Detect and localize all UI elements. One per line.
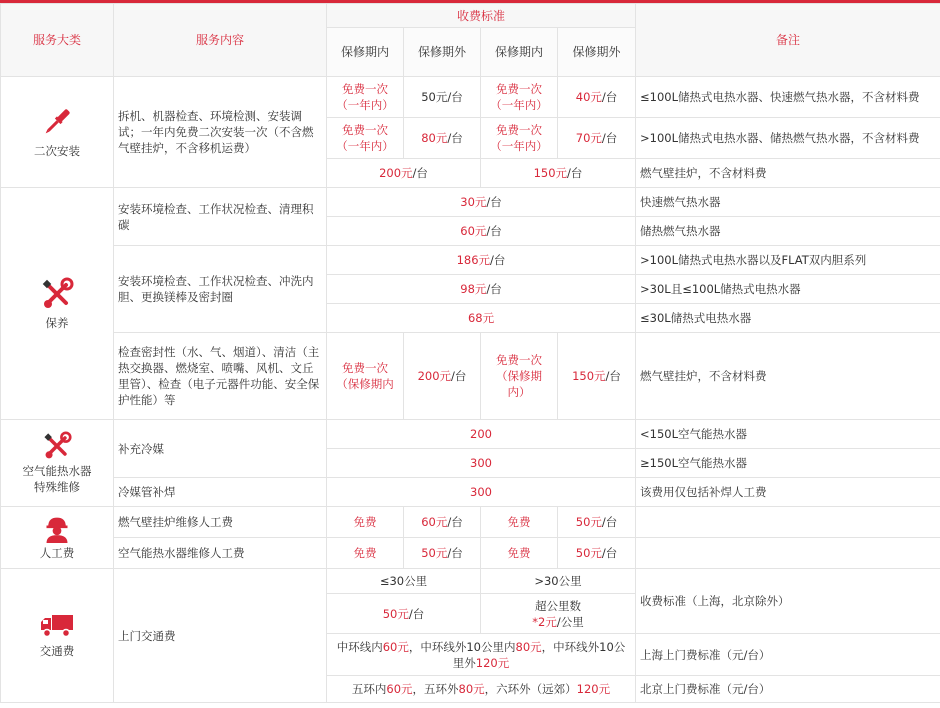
- fee-cell: 30元/台: [327, 188, 636, 217]
- header-content: 服务内容: [114, 4, 327, 77]
- category-label: 人工费: [39, 545, 75, 560]
- table-row: [1, 333, 940, 420]
- remark-cell: 该费用仅包括补焊人工费: [636, 478, 940, 507]
- remark-cell: 燃气壁挂炉，不含材料费: [636, 159, 940, 188]
- fee-cell: 200: [327, 420, 636, 449]
- service-content: 上门交通费: [114, 569, 327, 703]
- fee-cell: 超公里数 *2元/公里: [481, 594, 636, 634]
- service-content: 燃气壁挂炉维修人工费: [114, 507, 327, 538]
- worker-icon: [42, 515, 72, 543]
- table-row: [1, 569, 940, 594]
- distance-within: ≤30公里: [327, 569, 481, 594]
- fee-cell: 免费一次 （一年内）: [327, 77, 404, 118]
- table-row: [1, 246, 940, 275]
- fee-cell: 免费一次 （一年内）: [481, 118, 558, 159]
- fee-cell: 186元/台: [327, 246, 636, 275]
- fee-cell: 40元/台: [558, 77, 636, 118]
- remark-cell: ≤30L储热式电热水器: [636, 304, 940, 333]
- remark-cell: >100L储热式电热水器以及FLAT双内胆系列: [636, 246, 940, 275]
- remark-cell: >30L且≤100L储热式电热水器: [636, 275, 940, 304]
- remark-cell: ≥150L空气能热水器: [636, 449, 940, 478]
- remark-cell: [636, 507, 940, 538]
- service-content: 安装环境检查、工作状况检查、冲洗内胆、更换镁棒及密封圈: [114, 246, 327, 333]
- tools-icon: [42, 431, 72, 461]
- fee-cell: 50元/台: [404, 538, 481, 569]
- header-in-warranty: 保修期内: [481, 28, 558, 77]
- wrench-screwdriver-icon: [40, 277, 74, 311]
- service-content: 冷媒管补焊: [114, 478, 327, 507]
- service-content: 检查密封性（水、气、烟道）、清洁（主热交换器、燃烧室、喷嘴、风机、文丘里管）、检查（电子元器件功能、安全保护性能）等: [114, 333, 327, 420]
- fee-cell: 50元/台: [404, 77, 481, 118]
- fee-cell: 免费: [327, 507, 404, 538]
- fee-cell: 68元: [327, 304, 636, 333]
- category-label: 交通费: [39, 643, 75, 658]
- category-label: 二次安装: [34, 144, 80, 158]
- fee-cell: 免费一次 （保修期 内）: [481, 333, 558, 420]
- service-content: 补充冷媒: [114, 420, 327, 478]
- remark-cell: >100L储热式电热水器、储热燃气热水器，不含材料费: [636, 118, 940, 159]
- fee-cell: 80元/台: [404, 118, 481, 159]
- fee-cell: 300: [327, 478, 636, 507]
- fee-cell: 免费一次 （一年内）: [327, 118, 404, 159]
- category-label: 空气能热水器 特殊维修: [22, 464, 92, 494]
- category-install: [1, 77, 114, 188]
- fee-cell: 70元/台: [558, 118, 636, 159]
- fee-cell: 免费一次 （一年内）: [481, 77, 558, 118]
- category-labor: [1, 507, 114, 569]
- header-fee-standard: 收费标准: [327, 4, 636, 28]
- distance-beyond: >30公里: [481, 569, 636, 594]
- beijing-fee: 五环内60元，五环外80元，六环外（远郊）120元: [327, 676, 636, 703]
- remark-cell: 燃气壁挂炉，不含材料费: [636, 333, 940, 420]
- header-row: [1, 4, 940, 28]
- truck-icon: [40, 613, 74, 639]
- remark-cell: 收费标准（上海，北京除外）: [636, 569, 940, 634]
- remark-cell: 上海上门费标准（元/台）: [636, 634, 940, 676]
- fee-cell: 免费: [481, 507, 558, 538]
- remark-cell: 快速燃气热水器: [636, 188, 940, 217]
- fee-cell: 60元/台: [327, 217, 636, 246]
- screwdriver-icon: [40, 105, 74, 139]
- header-out-warranty: 保修期外: [404, 28, 481, 77]
- service-content: 拆机、机器检查、环境检测、安装调试；一年内免费二次安装一次（不含燃气壁挂炉，不含移机运费）: [114, 77, 327, 188]
- fee-cell: 150元/台: [481, 159, 636, 188]
- remark-cell: ≤100L储热式电热水器、快速燃气热水器，不含材料费: [636, 77, 940, 118]
- category-transport: [1, 569, 114, 703]
- table-row: [1, 188, 940, 217]
- remark-cell: 储热燃气热水器: [636, 217, 940, 246]
- category-heatpump: [1, 420, 114, 507]
- table-row: [1, 538, 940, 569]
- fee-cell: 免费: [327, 538, 404, 569]
- table-row: [1, 77, 940, 118]
- fee-cell: 150元/台: [558, 333, 636, 420]
- remark-cell: 北京上门费标准（元/台）: [636, 676, 940, 703]
- fee-cell: 98元/台: [327, 275, 636, 304]
- shanghai-fee: 中环线内60元，中环线外10公里内80元，中环线外10公里外120元: [327, 634, 636, 676]
- table-row: [1, 420, 940, 449]
- header-in-warranty: 保修期内: [327, 28, 404, 77]
- fee-cell: 50元/台: [327, 594, 481, 634]
- fee-cell: 50元/台: [558, 507, 636, 538]
- remark-cell: [636, 538, 940, 569]
- fee-cell: 免费: [481, 538, 558, 569]
- fee-cell: 200元/台: [404, 333, 481, 420]
- header-out-warranty: 保修期外: [558, 28, 636, 77]
- fee-cell: 60元/台: [404, 507, 481, 538]
- header-category: 服务大类: [1, 4, 114, 77]
- service-fee-table: [0, 3, 940, 703]
- remark-cell: <150L空气能热水器: [636, 420, 940, 449]
- fee-cell: 200元/台: [327, 159, 481, 188]
- table-row: [1, 507, 940, 538]
- fee-cell: 300: [327, 449, 636, 478]
- table-row: [1, 478, 940, 507]
- service-content: 空气能热水器维修人工费: [114, 538, 327, 569]
- service-content: 安装环境检查、工作状况检查、清理积碳: [114, 188, 327, 246]
- category-maintain: [1, 188, 114, 420]
- header-remark: 备注: [636, 4, 940, 77]
- category-label: 保养: [45, 315, 69, 330]
- fee-cell: 50元/台: [558, 538, 636, 569]
- fee-cell: 免费一次 （保修期内: [327, 333, 404, 420]
